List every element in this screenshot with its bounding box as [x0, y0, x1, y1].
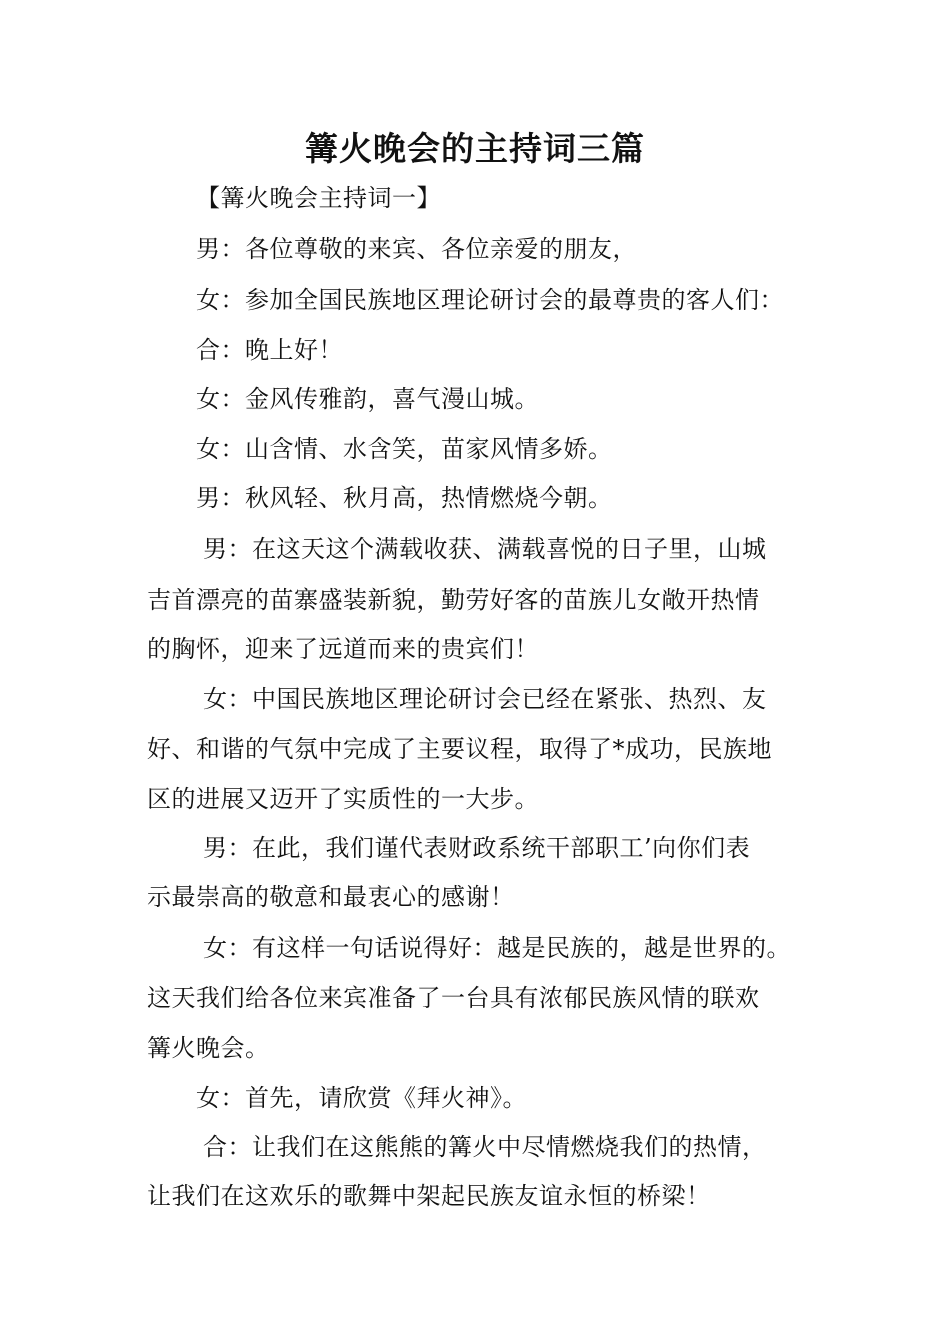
- document-title: 篝火晚会的主持词三篇: [305, 129, 645, 168]
- text-line: 合：晚上好！: [196, 336, 343, 364]
- text-line: 示最崇高的敬意和最衷心的感谢！: [147, 883, 515, 911]
- text-line: 男：秋风轻、秋月高，热情燃烧今朝。: [196, 484, 613, 512]
- text-line: 的胸怀，迎来了远道而来的贵宾们！: [147, 635, 539, 663]
- text-line: 女：首先，请欣赏《拜火神》。: [196, 1084, 527, 1112]
- text-line: 这天我们给各位来宾准备了一台具有浓郁民族风情的联欢: [147, 984, 760, 1012]
- text-line: 女：参加全国民族地区理论研讨会的最尊贵的客人们：: [196, 286, 784, 314]
- text-line: 男：各位尊敬的来宾、各位亲爱的朋友，: [196, 235, 637, 263]
- text-line: 合：让我们在这熊熊的篝火中尽情燃烧我们的热情，: [203, 1133, 767, 1161]
- text-line: 区的进展又迈开了实质性的一大步。: [147, 785, 539, 813]
- text-line: 篝火晚会。: [147, 1034, 270, 1062]
- text-line: 女：有这样一句话说得好：越是民族的，越是世界的。: [203, 934, 791, 962]
- text-line: 吉首漂亮的苗寨盛装新貌，勤劳好客的苗族儿女敞开热情: [147, 586, 760, 614]
- text-line: 女：中国民族地区理论研讨会已经在紧张、热烈、友: [203, 685, 767, 713]
- text-line: 男：在此，我们谨代表财政系统干部职工’向你们表: [203, 834, 751, 862]
- text-line: 让我们在这欢乐的歌舞中架起民族友谊永恒的桥梁！: [147, 1182, 711, 1210]
- text-line: 女：金风传雅韵，喜气漫山城。: [196, 385, 539, 413]
- text-line: 女：山含情、水含笑，苗家风情多娇。: [196, 435, 613, 463]
- text-line: 男：在这天这个满载收获、满载喜悦的日子里，山城: [203, 535, 767, 563]
- section-heading: 【篝火晚会主持词一】: [196, 184, 441, 212]
- text-line: 好、和谐的气氛中完成了主要议程，取得了*成功，民族地: [147, 735, 772, 763]
